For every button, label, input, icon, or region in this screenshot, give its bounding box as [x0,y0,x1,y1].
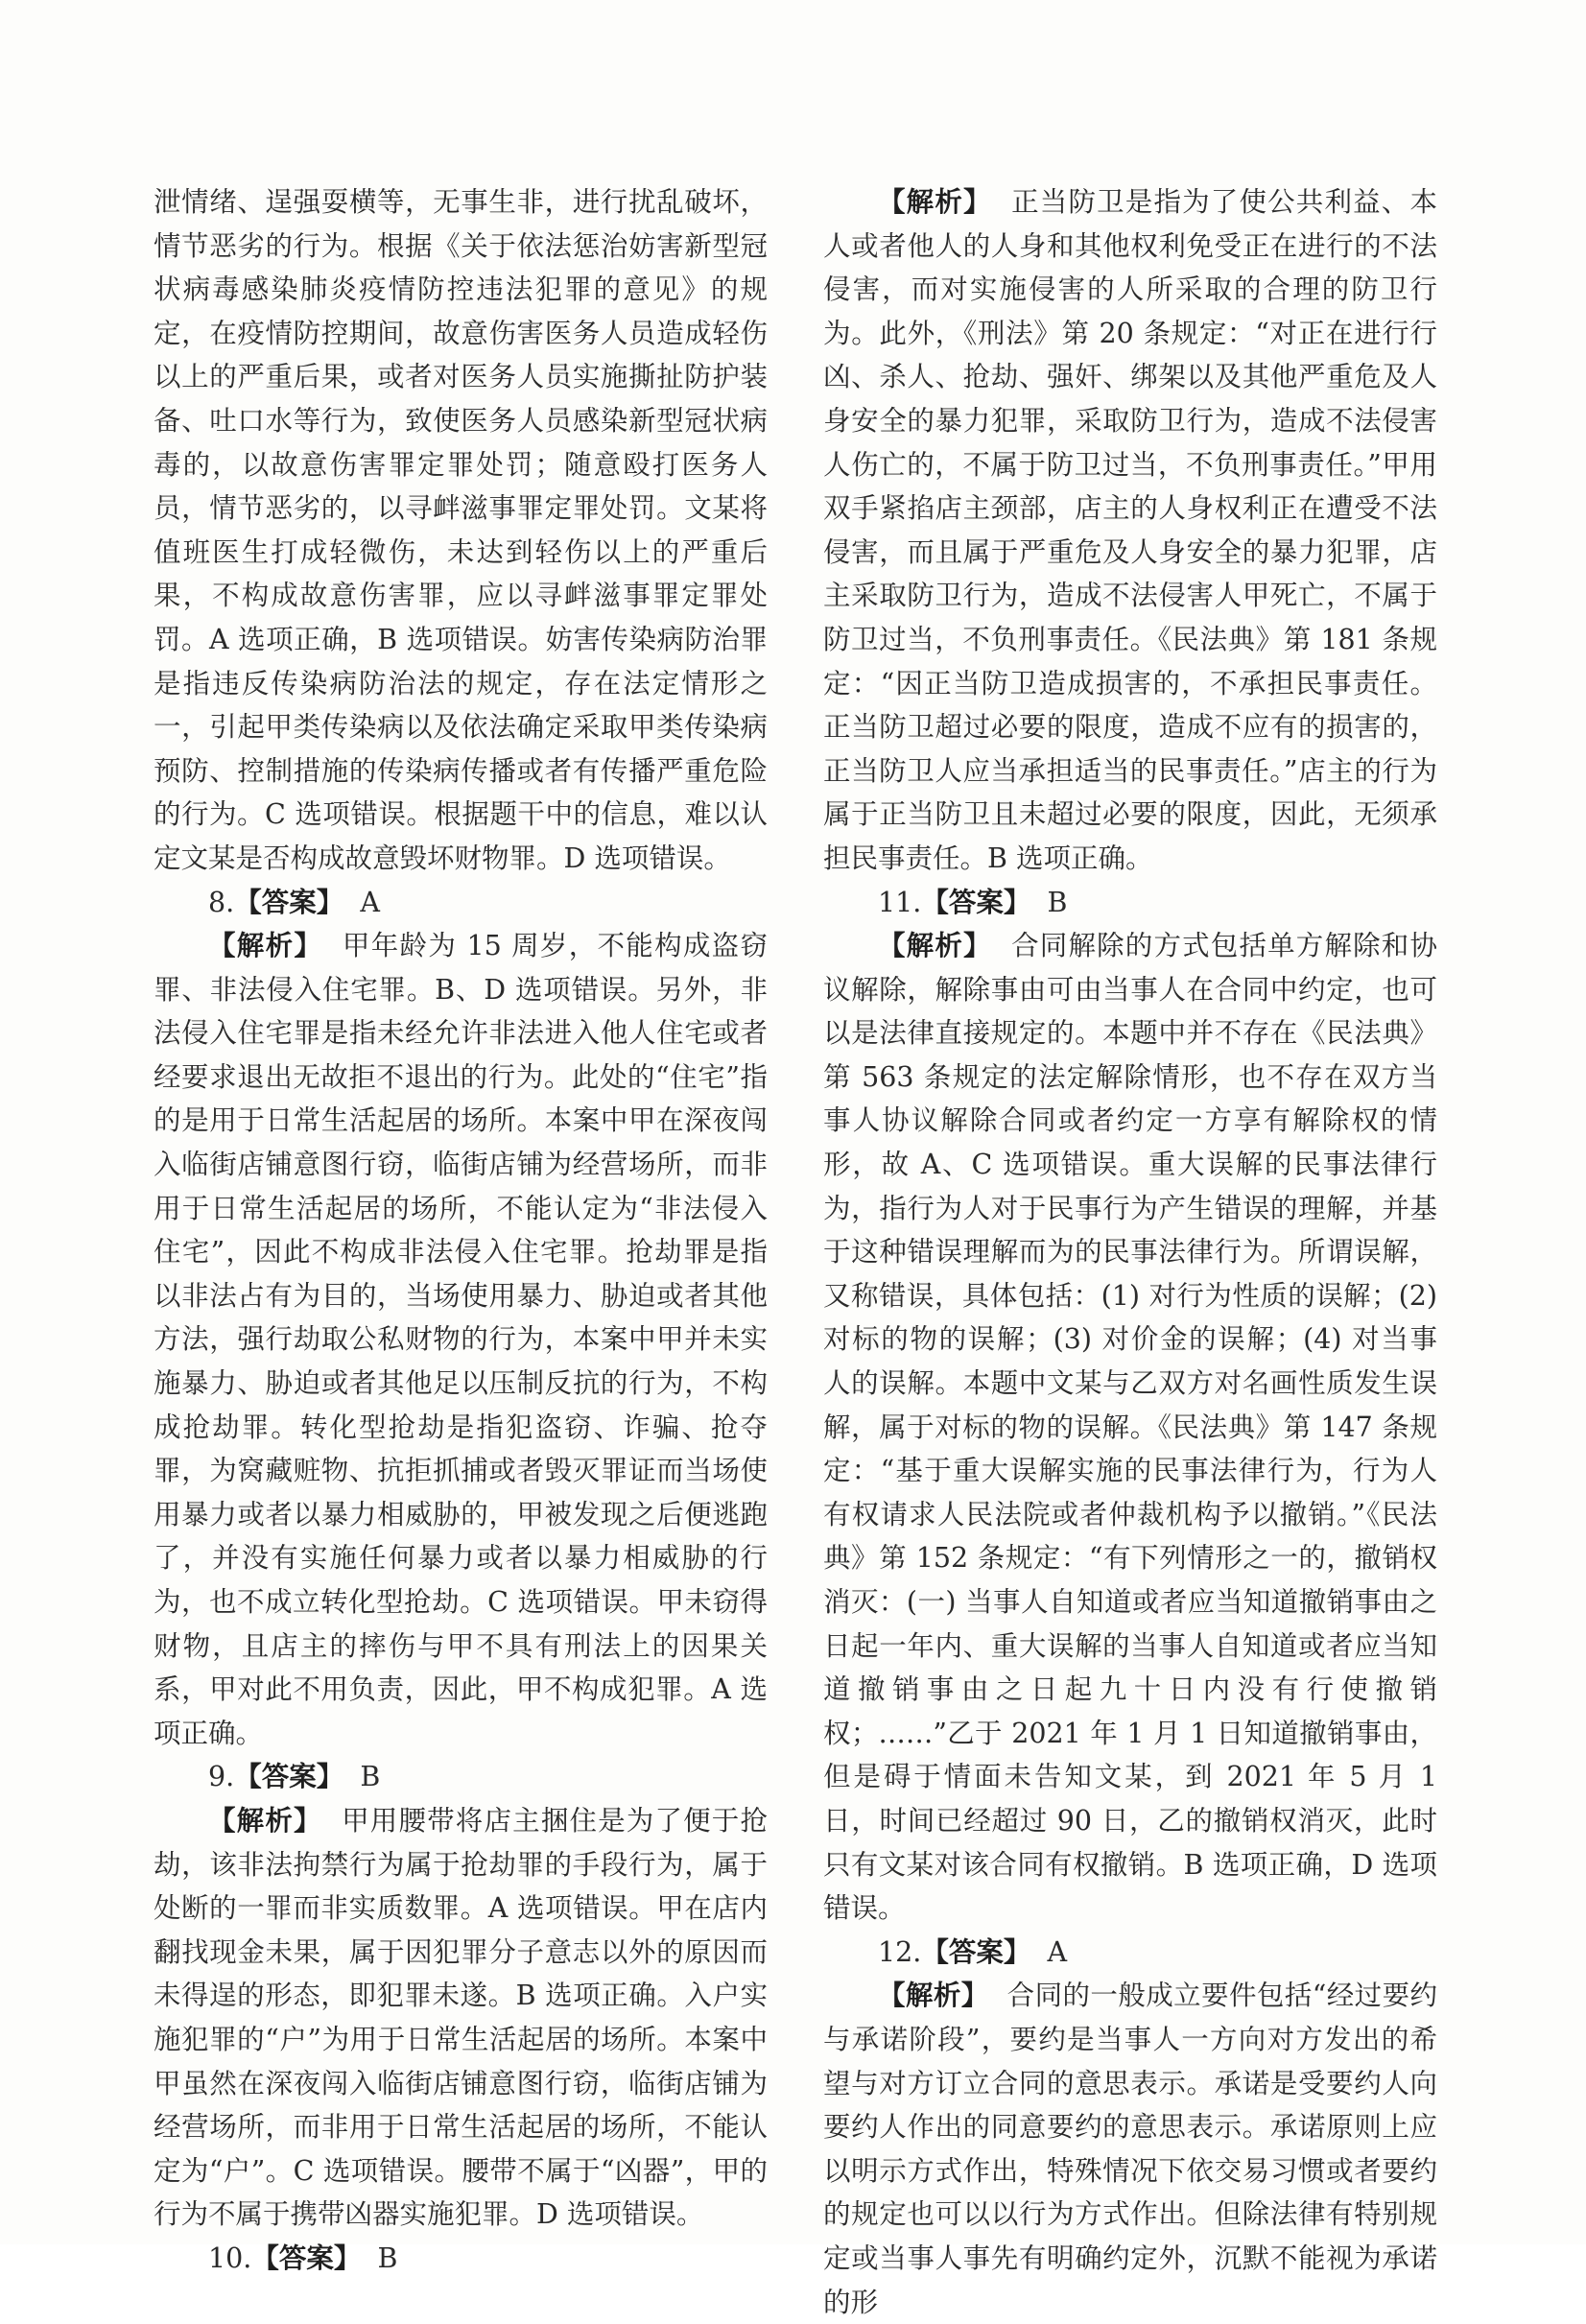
answer-label: 【答案】 [921,1935,1031,1968]
answer-label: 【答案】 [921,886,1031,918]
analysis-paragraph-q8 [154,924,768,1755]
analysis-paragraph-q10 [823,180,1437,881]
analysis-text: 甲用腰带将店主捆住是为了便于抢劫，该非法拘禁行为属于抢劫罪的手段行为，属于处断的一罪而非实质数罪。A 选项错误。甲在店内翻找现金未果，属于因犯罪分子意志以外的原因而未得逞的形态，即犯罪未遂。B 选项正确。入户实施犯罪的“户”为用于日常生活起居的场所。本案中甲虽然在深夜闯入临街店铺意图行窃，临街店铺为经营场所，而非用于日常生活起居的场所，不能认定为“户”。C 选项错误。腰带不属于“凶器”，甲的行为不属于携带凶器实施犯罪。D 选项错误。 [154,1804,768,2231]
analysis-paragraph-q9 [154,1799,768,2237]
question-number: 10. [208,2241,252,2274]
question-number: 12. [878,1935,922,1968]
analysis-label: 【解析】 [208,930,323,962]
continuation-paragraph: 泄情绪、逞强耍横等，无事生非，进行扰乱破坏，情节恶劣的行为。根据《关于依法惩治妨害新型冠状病毒感染肺炎疫情防控违法犯罪的意见》的规定，在疫情防控期间，故意伤害医务人员造成轻伤以上的严重后果，或者对医务人员实施撕扯防护装备、吐口水等行为，致使医务人员感染新型冠状病毒的，以故意伤害罪定罪处罚；随意殴打医务人员，情节恶劣的，以寻衅滋事罪定罪处罚。文某将值班医生打成轻微伤，未达到轻伤以上的严重后果，不构成故意伤害罪，应以寻衅滋事罪定罪处罚。A 选项正确，B 选项错误。妨害传染病防治罪是指违反传染病防治法的规定，存在法定情形之一，引起甲类传染病以及依法确定采取甲类传染病预防、控制措施的传染病传播或者有传播严重危险的行为。C 选项错误。根据题干中的信息，难以认定文某是否构成故意毁坏财物罪。D 选项错误。 [154,186,768,874]
answer-label: 【答案】 [234,886,344,918]
answer-value: B [360,1761,381,1793]
right-column [823,180,1437,2324]
answer-line-q9 [154,1755,768,1799]
left-column [154,180,768,2281]
analysis-label: 【解析】 [878,930,992,962]
question-number: 9. [208,1761,235,1793]
analysis-text: 合同解除的方式包括单方解除和协议解除，解除事由可由当事人在合同中约定，也可以是法律直接规定的。本题中并不存在《民法典》第 563 条规定的法定解除情形，也不存在双方当事人协议解除合同或者约定一方享有解除权的情形，故 A、C 选项错误。重大误解的民事法律行为，指行为人对于民事行为产生错误的理解，并基于这种错误理解而为的民事法律行为。所谓误解，又称错误，具体包括：(1) 对行为性质的误解；(2) 对标的物的误解；(3) 对价金的误解；(4) 对当事人的误解。本题中文某与乙双方对名画性质发生误解，属于对标的物的误解。《民法典》第 147 条规定：“基于重大误解实施的民事法律行为，行为人有权请求人民法院或者仲裁机构予以撤销。”《民法典》第 152 条规定：“有下列情形之一的，撤销权消灭：(一) 当事人自知道或者应当知道撤销事由之日起一年内、重大误解的当事人自知道或者应当知道撤销事由之日起九十日内没有行使撤销权；……”乙于 2021 年 1 月 1 日知道撤销事由，但是碍于情面未告知文某，到 2021 年 5 月 1 日，时间已经超过 90 日，乙的撤销权消灭，此时只有文某对该合同有权撤销。B 选项正确，D 选项错误。 [823,930,1437,1925]
answer-value: B [1047,886,1068,918]
analysis-text: 甲年龄为 15 周岁，不能构成盗窃罪、非法侵入住宅罪。B、D 选项错误。另外，非法侵入住宅罪是指未经允许非法进入他人住宅或者经要求退出无故拒不退出的行为。此处的“住宅”指的是用于日常生活起居的场所。本案中甲在深夜闯入临街店铺意图行窃，临街店铺为经营场所，而非用于日常生活起居的场所，不能认定为“非法侵入住宅”，因此不构成非法侵入住宅罪。抢劫罪是指以非法占有为目的，当场使用暴力、胁迫或者其他方法，强行劫取公私财物的行为，本案中甲并未实施暴力、胁迫或者其他足以压制反抗的行为，不构成抢劫罪。转化型抢劫是指犯盗窃、诈骗、抢夺罪，为窝藏赃物、抗拒抓捕或者毁灭罪证而当场使用暴力或者以暴力相威胁的，甲被发现之后便逃跑了，并没有实施任何暴力或者以暴力相威胁的行为，也不成立转化型抢劫。C 选项错误。甲未窃得财物，且店主的摔伤与甲不具有刑法上的因果关系，甲对此不用负责，因此，甲不构成犯罪。A 选项正确。 [154,930,768,1749]
answer-value: B [377,2241,398,2274]
analysis-paragraph-q12 [823,1974,1437,2324]
answer-line-q12 [823,1931,1437,1975]
answer-label: 【答案】 [251,2241,362,2274]
analysis-paragraph-q11 [823,924,1437,1931]
answer-label: 【答案】 [234,1761,344,1793]
answer-line-q10 [154,2237,768,2281]
analysis-text: 正当防卫是指为了使公共利益、本人或者他人的人身和其他权利免受正在进行的不法侵害，而对实施侵害的人所采取的合理的防卫行为。此外，《刑法》第 20 条规定：“对正在进行行凶、杀人、抢劫、强奸、绑架以及其他严重危及人身安全的暴力犯罪，采取防卫行为，造成不法侵害人伤亡的，不属于防卫过当，不负刑事责任。”甲用双手紧掐店主颈部，店主的人身权利正在遭受不法侵害，而且属于严重危及人身安全的暴力犯罪，店主采取防卫行为，造成不法侵害人甲死亡，不属于防卫过当，不负刑事责任。《民法典》第 181 条规定：“因正当防卫造成损害的，不承担民事责任。正当防卫超过必要的限度，造成不应有的损害的，正当防卫人应当承担适当的民事责任。”店主的行为属于正当防卫且未超过必要的限度，因此，无须承担民事责任。B 选项正确。 [823,186,1437,874]
answer-value: A [360,886,380,918]
analysis-label: 【解析】 [878,1980,989,2012]
answer-line-q11 [823,881,1437,925]
question-number: 11. [878,886,922,918]
analysis-label: 【解析】 [208,1804,322,1837]
question-number: 8. [208,886,235,918]
analysis-label: 【解析】 [878,186,992,218]
answer-line-q8 [154,881,768,925]
analysis-text: 合同的一般成立要件包括“经过要约与承诺阶段”，要约是当事人一方向对方发出的希望与对方订立合同的意思表示。承诺是受要约人向要约人作出的同意要约的意思表示。承诺原则上应以明示方式作出，特殊情况下依交易习惯或者要约的规定也可以以行为方式作出。但除法律有特别规定或当事人事先有明确约定外，沉默不能视为承诺的形 [823,1980,1437,2318]
answer-value: A [1047,1935,1068,1968]
